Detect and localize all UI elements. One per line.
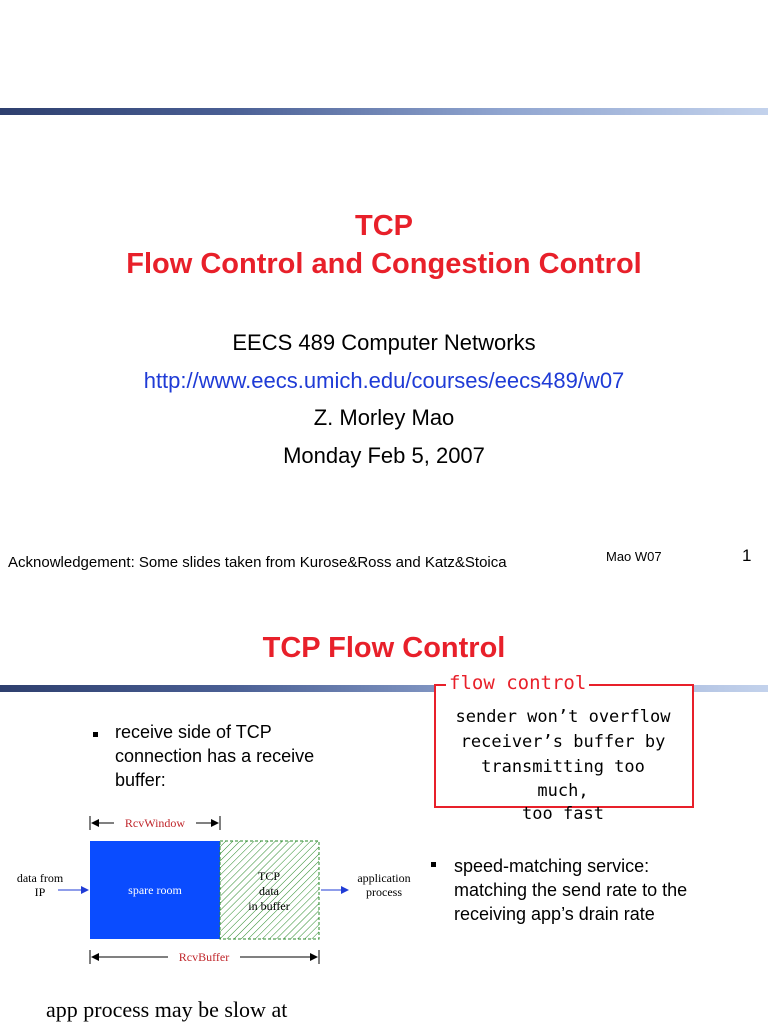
slide-title-line2: Flow Control and Congestion Control bbox=[126, 248, 642, 280]
page-number: 1 bbox=[742, 546, 752, 565]
callout-label: flow control bbox=[446, 672, 589, 694]
callout-line: much, bbox=[537, 781, 589, 801]
application-process-label: application bbox=[357, 871, 411, 885]
bullet-line: matching the send rate to the bbox=[454, 880, 688, 900]
bullet-speed-matching bbox=[454, 854, 687, 926]
callout-line: transmitting too bbox=[481, 757, 645, 777]
slide-title: TCP Flow Control bbox=[262, 632, 506, 664]
author-name: Z. Morley Mao bbox=[313, 405, 455, 430]
bullet-line: buffer: bbox=[115, 770, 166, 790]
rcvbuffer-label: RcvBuffer bbox=[178, 950, 230, 964]
header-rule bbox=[0, 108, 768, 115]
bullet-line: receiving app’s drain rate bbox=[454, 904, 655, 924]
acknowledgement-text: Acknowledgement: Some slides taken from Kurose&Ross and Katz&Stoica bbox=[8, 554, 507, 571]
callout-text bbox=[436, 705, 690, 826]
callout-line: receiver’s buffer by bbox=[460, 732, 666, 752]
tcp-data-label: TCP bbox=[257, 869, 281, 883]
bottom-text: app process may be slow at bbox=[46, 997, 288, 1022]
slide-title-line1: TCP bbox=[355, 210, 413, 242]
bullet-receive-buffer bbox=[115, 720, 314, 792]
receive-buffer-diagram bbox=[0, 812, 430, 982]
course-name: EECS 489 Computer Networks bbox=[232, 330, 536, 355]
bullet-marker bbox=[431, 862, 436, 867]
lecture-date: Monday Feb 5, 2007 bbox=[283, 443, 485, 468]
rcvwindow-label: RcvWindow bbox=[124, 816, 186, 830]
footer-label: Mao W07 bbox=[606, 549, 662, 564]
bullet-line: connection has a receive bbox=[115, 746, 315, 766]
tcp-data-label: in buffer bbox=[248, 899, 290, 913]
callout-line: sender won’t overflow bbox=[455, 707, 671, 727]
data-from-ip-label: IP bbox=[34, 885, 46, 899]
application-process-label: process bbox=[366, 885, 402, 899]
bullet-line: speed-matching service: bbox=[454, 856, 650, 876]
callout-line: too fast bbox=[522, 804, 604, 824]
spare-room-label: spare room bbox=[128, 883, 182, 897]
bullet-marker bbox=[93, 732, 98, 737]
tcp-data-label: data bbox=[259, 884, 279, 898]
data-from-ip-label: data from bbox=[16, 871, 64, 885]
flow-control-slide bbox=[0, 592, 768, 1024]
bullet-line: receive side of TCP bbox=[115, 722, 272, 742]
course-url-link[interactable]: http://www.eecs.umich.edu/courses/eecs489/w07 bbox=[143, 368, 625, 393]
